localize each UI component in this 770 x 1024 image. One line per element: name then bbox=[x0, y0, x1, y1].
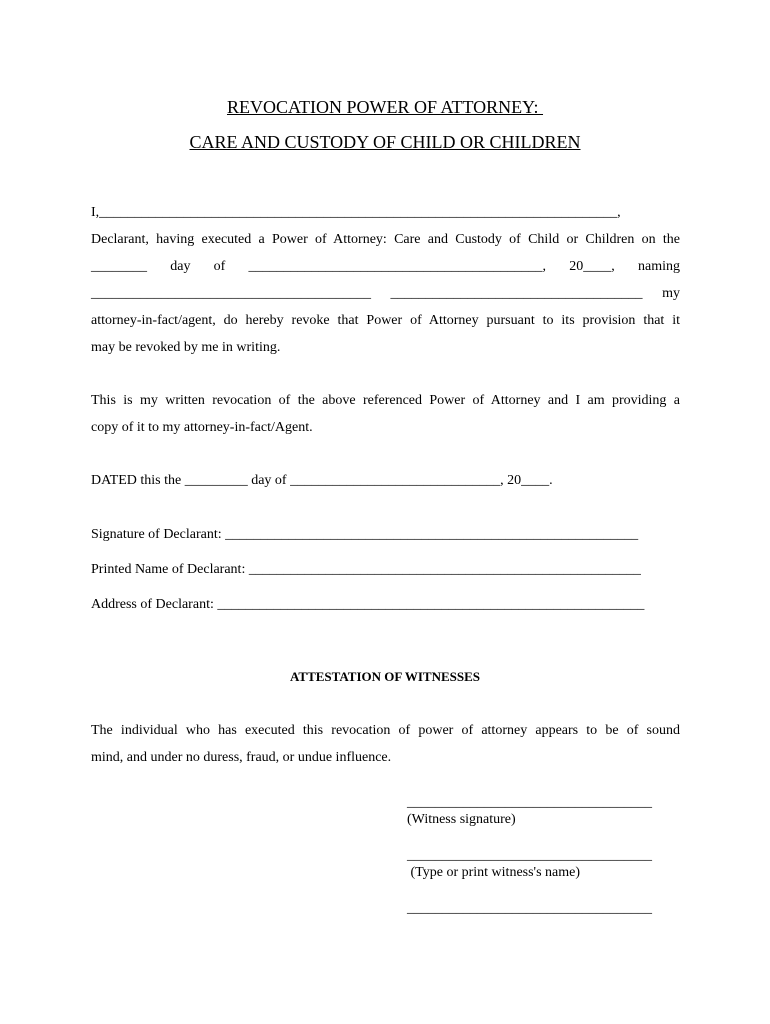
declaration-agent-line: ________________________________________ ____________________________________ my bbox=[91, 286, 680, 301]
attestation-text-line: mind, and under no duress, fraud, or undue influence. bbox=[91, 750, 392, 765]
witness-signature-caption: (Witness signature) bbox=[407, 812, 516, 827]
witness-name-line: ___________________________________ bbox=[407, 848, 652, 863]
declaration-date-line: ________ day of __________________________________________, 20____, naming bbox=[91, 259, 680, 274]
declarant-name-line: I,__________________________________________________________________________, bbox=[91, 205, 621, 220]
document-title-line-2: CARE AND CUSTODY OF CHILD OR CHILDREN bbox=[189, 132, 581, 152]
witness-name-caption: (Type or print witness's name) bbox=[407, 865, 581, 880]
dated-line: DATED this the _________ day of ______________________________, 20____. bbox=[91, 473, 553, 488]
witness-third-line: ___________________________________ bbox=[407, 901, 652, 916]
printed-name-of-declarant-field: Printed Name of Declarant: ________________________________________________________ bbox=[91, 562, 641, 577]
address-of-declarant-field: Address of Declarant: _____________________________________________________________ bbox=[91, 597, 645, 612]
declaration-text-line: Declarant, having executed a Power of Attorney: Care and Custody of Child or Children on the bbox=[91, 232, 680, 247]
declaration-text-line: may be revoked by me in writing. bbox=[91, 340, 281, 355]
attestation-text-line: The individual who has executed this revocation of power of attorney appears to be of sound bbox=[91, 723, 680, 738]
revocation-text-line: copy of it to my attorney-in-fact/Agent. bbox=[91, 420, 313, 435]
attestation-heading: ATTESTATION OF WITNESSES bbox=[289, 669, 480, 684]
declaration-text-line: attorney-in-fact/agent, do hereby revoke that Power of Attorney pursuant to its provision that it bbox=[91, 313, 680, 328]
signature-of-declarant-field: Signature of Declarant: ___________________________________________________________ bbox=[91, 527, 639, 542]
revocation-text-line: This is my written revocation of the above referenced Power of Attorney and I am providing a bbox=[91, 393, 680, 408]
witness-signature-line: ___________________________________ bbox=[407, 795, 652, 810]
document-title-line-1: REVOCATION POWER OF ATTORNEY: bbox=[226, 97, 544, 117]
